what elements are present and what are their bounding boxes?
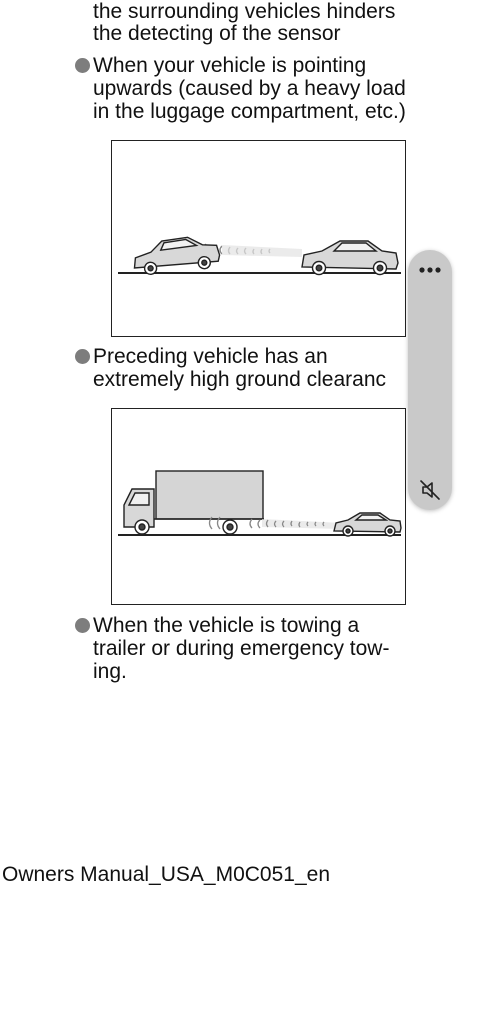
illustration-drawing bbox=[112, 141, 407, 338]
bullet-dot bbox=[75, 58, 90, 73]
bullet-dot bbox=[75, 618, 90, 633]
more-options-button[interactable] bbox=[408, 250, 452, 290]
sensor-beam bbox=[222, 245, 302, 257]
bullet-text-line: When your vehicle is pointing bbox=[93, 54, 367, 77]
speaker-muted-icon bbox=[418, 478, 442, 502]
bullet-text-line: Preceding vehicle has an bbox=[93, 345, 328, 368]
bullet-text-line: trailer or during emergency tow- bbox=[93, 637, 390, 660]
own-vehicle bbox=[132, 234, 221, 276]
bullet-text-line: extremely high ground clearanc bbox=[93, 368, 386, 391]
floating-toolbar bbox=[408, 250, 452, 510]
text-line: the surrounding vehicles hinders bbox=[93, 0, 396, 23]
bullet-dot bbox=[75, 349, 90, 364]
more-horizontal-icon bbox=[418, 266, 442, 274]
text-line: the detecting of the sensor bbox=[93, 22, 341, 45]
preceding-vehicle bbox=[302, 241, 398, 275]
truck bbox=[124, 471, 264, 534]
bullet-text-line: ing. bbox=[93, 660, 127, 683]
bullet-text-line: in the luggage compartment, etc.) bbox=[93, 100, 406, 123]
bullet-text-line: When the vehicle is towing a bbox=[93, 614, 360, 637]
document-footer: Owners Manual_USA_M0C051_en bbox=[2, 863, 331, 886]
mute-button[interactable] bbox=[408, 470, 452, 510]
own-vehicle bbox=[334, 513, 401, 536]
illustration-vehicle-pointing-upwards bbox=[111, 140, 406, 337]
illustration-high-ground-clearance bbox=[111, 408, 406, 605]
bullet-text-line: upwards (caused by a heavy load bbox=[93, 77, 406, 100]
illustration-drawing bbox=[112, 409, 407, 606]
